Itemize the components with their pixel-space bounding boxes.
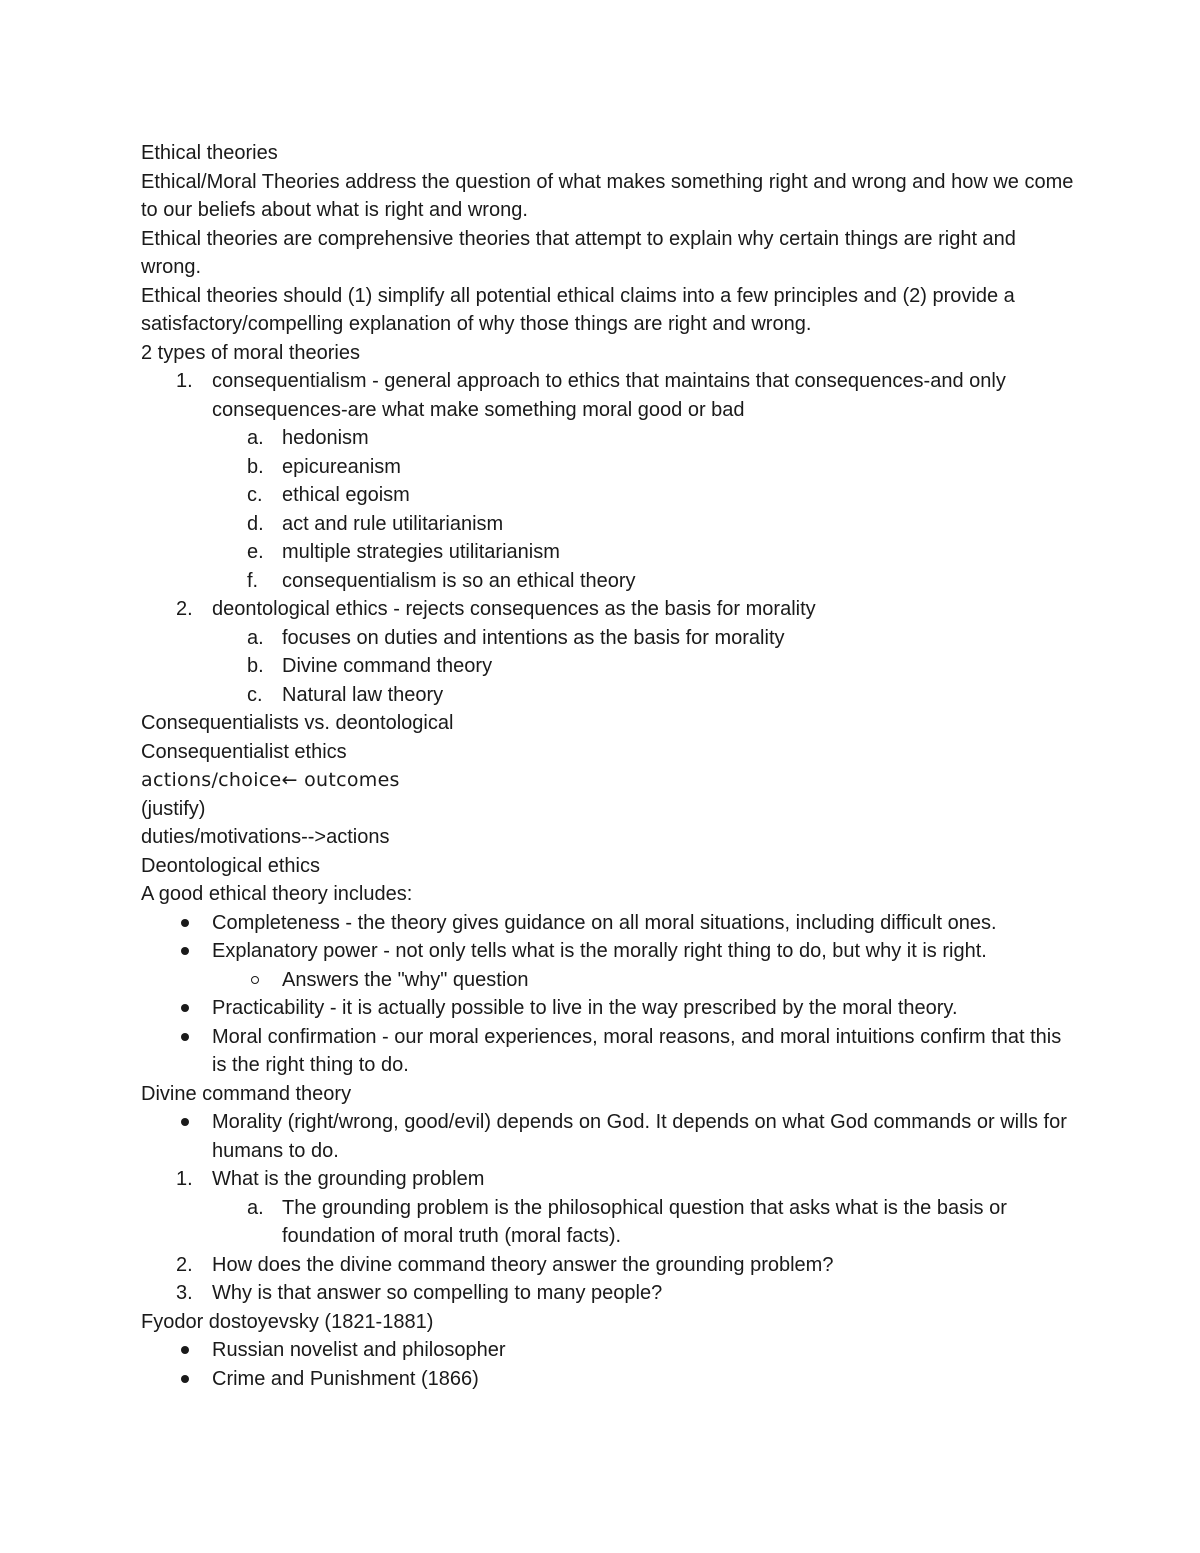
list-item [141,1336,1081,1365]
list-marker: 2. [176,1253,193,1276]
list-item-text: What is the grounding problem [212,1168,485,1190]
document-page [141,139,1081,1393]
list-item [141,1023,1081,1080]
list-item [141,424,1081,453]
list-item [141,595,1081,624]
list-item-text: Divine command theory [282,655,493,677]
list-marker: 3. [176,1282,193,1304]
list-marker: a. [247,626,264,649]
list-marker: 1. [176,1168,193,1190]
list-item [141,681,1081,710]
deontological-label: Deontological ethics [141,854,320,877]
list-marker: b. [247,455,264,478]
list-marker: a. [247,1196,264,1219]
list-item-text: epicureanism [282,455,401,478]
list-item-text: consequentialism - general approach to ethics that maintains that consequences-and only consequences-are what make something moral good or bad [212,370,1006,421]
comparison-title: Consequentialists vs. deontological [141,712,454,734]
bullet-icon [181,947,189,955]
consequentialist-flow: actions/choice← outcomes [141,769,400,791]
divine-heading: Divine command theory [141,1082,352,1105]
list-item [141,652,1081,681]
list-item [141,1194,1081,1251]
list-item-text: ethical egoism [282,484,410,506]
list-item-text: Crime and Punishment (1866) [212,1367,479,1390]
justify-note: (justify) [141,797,206,820]
types-heading: 2 types of moral theories [141,341,360,364]
list-marker: b. [247,655,264,677]
list-item-text: Answers the "why" question [282,968,529,991]
list-marker: f. [247,569,259,592]
good-theory-heading: A good ethical theory includes: [141,883,413,905]
list-item [141,367,1081,424]
list-item-text: The grounding problem is the philosophical question that asks what is the basis or foundation of moral truth (moral facts). [282,1196,1007,1247]
list-item-text: hedonism [282,427,369,449]
list-item [141,538,1081,567]
list-item-text: Practicability - it is actually possible to live in the way prescribed by the moral theory. [212,997,958,1019]
list-item [141,966,1081,995]
bullet-icon [181,1375,189,1383]
list-item-text: deontological ethics - rejects consequences as the basis for morality [212,598,816,620]
intro-paragraph-3: Ethical theories should (1) simplify all potential ethical claims into a few principles and (2) provide a satisfactory/compelling explanation of why those things are right and wrong. [141,284,1015,335]
list-item-text: Why is that answer so compelling to many people? [212,1282,663,1304]
list-item [141,567,1081,596]
hollow-bullet-icon [251,976,259,984]
list-item-text: Completeness - the theory gives guidance on all moral situations, including difficult ones. [212,911,997,934]
list-item [141,1279,1081,1308]
list-item-text: multiple strategies utilitarianism [282,541,560,563]
list-item-text: Morality (right/wrong, good/evil) depends on God. It depends on what God commands or wills for humans to do. [212,1111,1067,1162]
list-item-text: focuses on duties and intentions as the basis for morality [282,626,785,649]
list-item [141,1365,1081,1394]
intro-paragraph-2: Ethical theories are comprehensive theories that attempt to explain why certain things are right and wrong. [141,227,1016,278]
list-marker: c. [247,683,263,706]
consequentialist-label: Consequentialist ethics [141,740,347,763]
list-item [141,1251,1081,1280]
intro-paragraph-1: Ethical/Moral Theories address the question of what makes something right and wrong and how we come to our beliefs about what is right and wrong. [141,170,1074,221]
list-item-text: Moral confirmation - our moral experiences, moral reasons, and moral intuitions confirm that this is the right thing to do. [212,1025,1062,1076]
bullet-icon [181,1346,189,1354]
list-item [141,994,1081,1023]
list-item [141,481,1081,510]
list-marker: 1. [176,370,193,392]
list-marker: d. [247,512,264,535]
list-item [141,909,1081,938]
list-item [141,624,1081,653]
dostoyevsky-heading: Fyodor dostoyevsky (1821-1881) [141,1310,434,1333]
list-item [141,1108,1081,1165]
list-item-text: How does the divine command theory answer the grounding problem? [212,1253,834,1276]
deontological-flow: duties/motivations-->actions [141,826,390,848]
document-title: Ethical theories [141,142,278,164]
list-item-text: Natural law theory [282,683,444,706]
bullet-icon [181,1033,189,1041]
list-item-text: act and rule utilitarianism [282,512,504,535]
bullet-icon [181,1004,189,1012]
list-item-text: consequentialism is so an ethical theory [282,569,636,592]
list-item-text: Explanatory power - not only tells what is the morally right thing to do, but why it is right. [212,940,987,962]
list-item [141,453,1081,482]
list-item-text: Russian novelist and philosopher [212,1339,506,1361]
list-item [141,510,1081,539]
list-item [141,1165,1081,1194]
bullet-icon [181,1118,189,1126]
list-marker: e. [247,541,264,563]
list-marker: 2. [176,598,193,620]
bullet-icon [181,919,189,927]
list-marker: c. [247,484,263,506]
list-item [141,937,1081,966]
list-marker: a. [247,427,264,449]
